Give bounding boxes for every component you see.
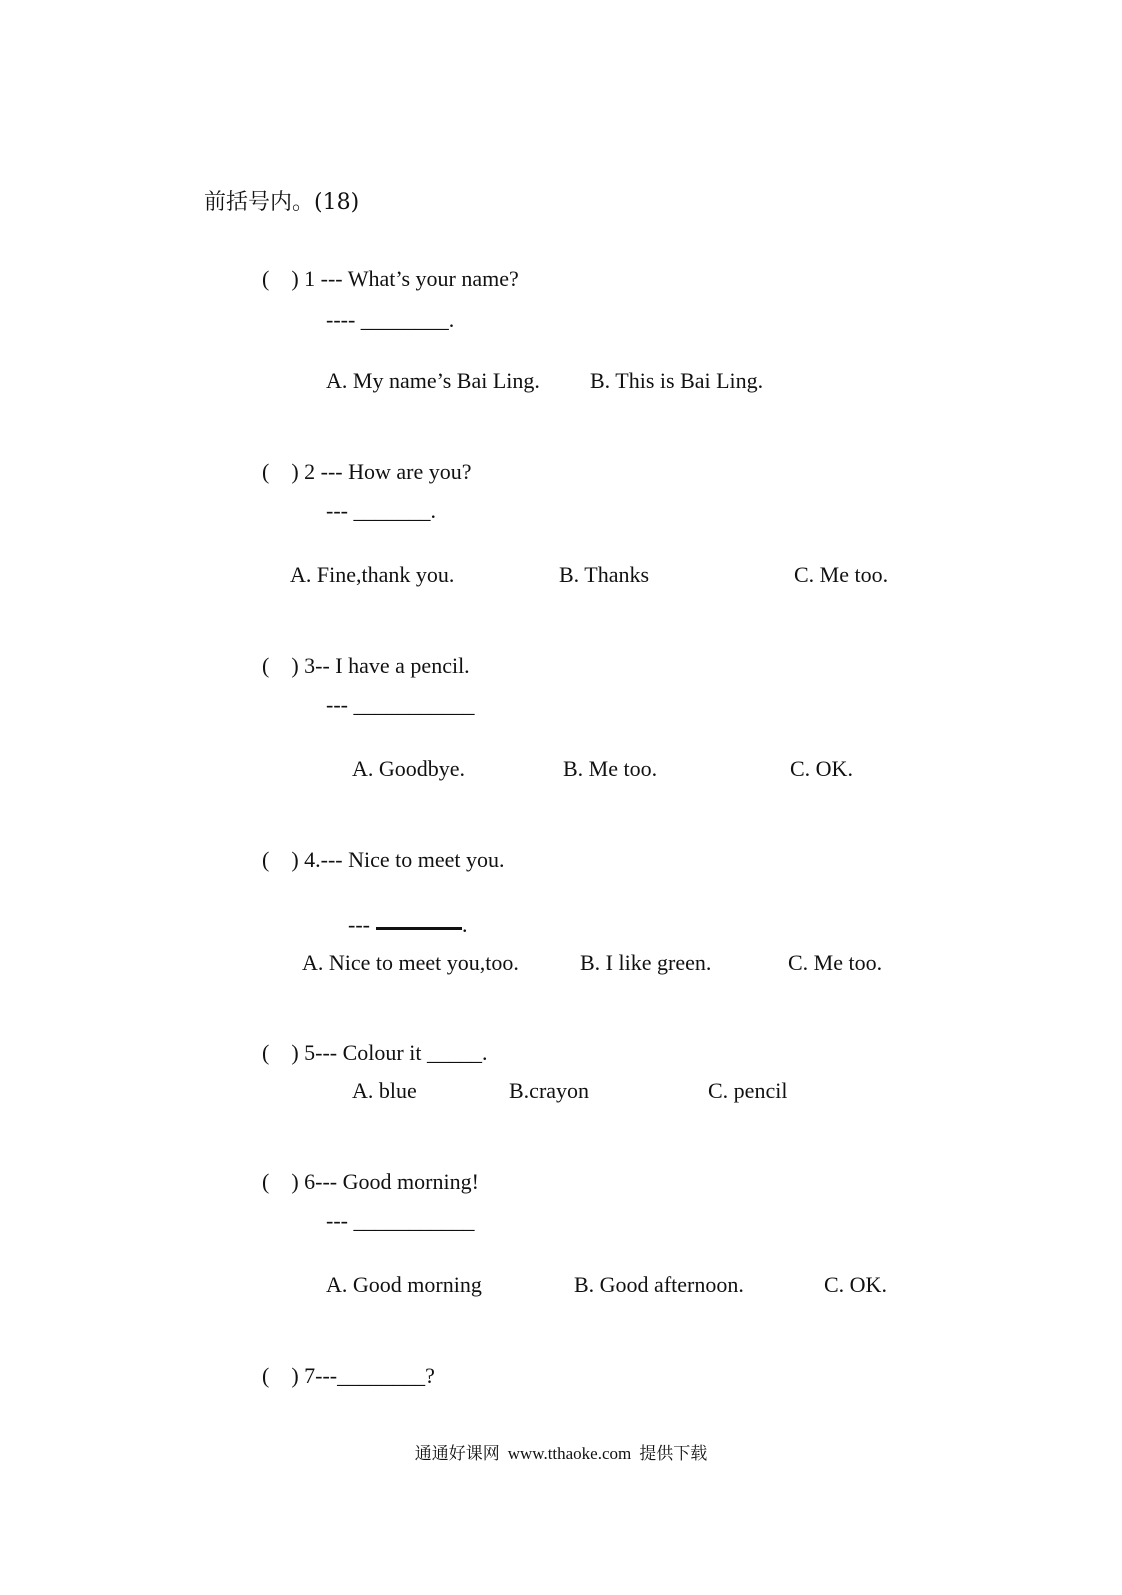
question-2-response: --- _______. bbox=[326, 498, 436, 523]
question-1-option-a: A. My name’s Bai Ling. bbox=[326, 368, 540, 393]
question-3-option-a: A. Goodbye. bbox=[352, 756, 466, 781]
question-prompt: 5--- Colour it _____. bbox=[304, 1040, 488, 1065]
page-footer bbox=[0, 1443, 1122, 1465]
footer-suffix: 提供下载 bbox=[639, 1444, 708, 1464]
question-6-option-c: C. OK. bbox=[824, 1272, 887, 1297]
question-5-option-c: C. pencil bbox=[708, 1078, 788, 1103]
question-3-option-c: C. OK. bbox=[790, 756, 853, 781]
question-prompt: 4.--- Nice to meet you. bbox=[304, 847, 505, 872]
question-1-option-b: B. This is Bai Ling. bbox=[590, 368, 764, 393]
question-prompt: 2 --- How are you? bbox=[304, 459, 472, 484]
question-3-response: --- ___________ bbox=[326, 692, 475, 717]
answer-bracket: ( ) bbox=[262, 1040, 299, 1065]
question-2-option-b: B. Thanks bbox=[559, 562, 650, 587]
question-6-option-b: B. Good afternoon. bbox=[574, 1272, 744, 1297]
question-4-option-a: A. Nice to meet you,too. bbox=[302, 950, 519, 975]
answer-bracket: ( ) bbox=[262, 459, 299, 484]
question-7 bbox=[240, 1337, 435, 1415]
question-2-option-a: A. Fine,thank you. bbox=[290, 562, 455, 587]
response-period: . bbox=[461, 912, 468, 937]
question-prompt: 1 --- What’s your name? bbox=[304, 266, 519, 291]
question-1-response: ---- ________. bbox=[326, 307, 455, 332]
response-dashes: --- bbox=[348, 912, 370, 937]
question-5-option-b: B.crayon bbox=[509, 1078, 590, 1103]
question-3-option-b: B. Me too. bbox=[563, 756, 658, 781]
answer-bracket: ( ) bbox=[262, 266, 299, 291]
question-prompt: 7---________? bbox=[304, 1363, 435, 1388]
answer-bracket: ( ) bbox=[262, 847, 299, 872]
footer-site-name: 通通好课网 bbox=[414, 1444, 500, 1464]
question-2-option-c: C. Me too. bbox=[794, 562, 889, 587]
question-6-option-a: A. Good morning bbox=[326, 1272, 482, 1297]
question-4-option-c: C. Me too. bbox=[788, 950, 883, 975]
footer-url: www.tthaoke.com bbox=[507, 1444, 632, 1463]
question-prompt: 6--- Good morning! bbox=[304, 1169, 479, 1194]
answer-bracket: ( ) bbox=[262, 1363, 299, 1388]
question-4-option-b: B. I like green. bbox=[580, 950, 712, 975]
section-instruction: 前括号内。(18) bbox=[204, 190, 360, 215]
question-prompt: 3-- I have a pencil. bbox=[304, 653, 470, 678]
answer-bracket: ( ) bbox=[262, 653, 299, 678]
question-6-response: --- ___________ bbox=[326, 1208, 475, 1233]
answer-bracket: ( ) bbox=[262, 1169, 299, 1194]
answer-blank bbox=[376, 915, 462, 930]
question-5-option-a: A. blue bbox=[352, 1078, 417, 1103]
